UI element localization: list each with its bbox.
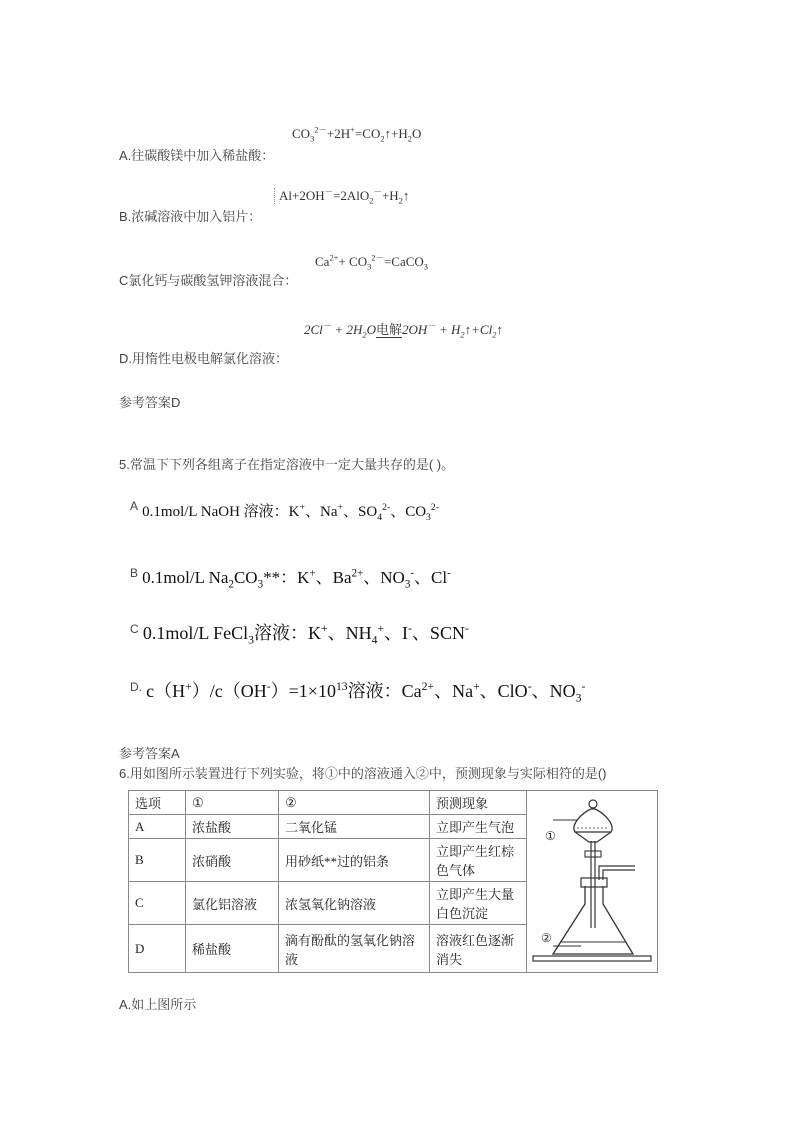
q5-option-b: B 0.1mol/L $Na_2CO_3**$：K+、$Ba^{2+}$、$NO_3^-$、Cl- [130, 566, 451, 591]
q4-answer: 参考答案D [119, 395, 181, 410]
figure-label-1: ① [545, 829, 556, 843]
header-option: 选项 [129, 791, 186, 815]
header-reagent-1: ① [186, 791, 279, 815]
cell-prediction: 立即产生气泡 [430, 815, 527, 839]
apparatus-cell [527, 791, 658, 973]
cell-prediction: 立即产生大量白色沉淀 [430, 882, 527, 925]
q5-option-a: A 0.1mol/L NaOH 溶液：K+、Na+、$SO_4^{2-}$、$CO_3^{2-}$ [130, 499, 440, 523]
cell-reagent-1: 氯化铝溶液 [186, 882, 279, 925]
q6-stem: 6.用如图所示装置进行下列实验，将①中的溶液通入②中，预测现象与实际相符的是() [119, 766, 607, 781]
cell-reagent-2: 滴有酚酞的氢氧化钠溶液 [279, 925, 430, 973]
header-reagent-2: ② [279, 791, 430, 815]
q5-option-c: C 0.1mol/L FeCl$_3$溶液：K+、$NH_4^+$、I-、SCN- [130, 622, 469, 647]
cell-reagent-2: 浓氢氧化钠溶液 [279, 882, 430, 925]
q4-b-formula: $Al+2OH^-=2AlO_2^-+H_2↑$ [274, 188, 409, 204]
cell-option: C [129, 882, 186, 925]
q5-option-d: D. $c(H^+)/c(OH^-)=1\times 10^{13}$溶液：$Ca^{2+}$、Na+、ClO-、$NO_3^-$ [130, 680, 586, 705]
q5-stem: 5.常温下下列各组离子在指定溶液中一定大量共存的是( )。 [119, 457, 455, 472]
q4-d-formula: $2Cl^- + 2H_2O$电解$2OH^- + H_2↑+Cl_2↑$ [304, 320, 503, 340]
q4-a-formula: $CO_3^{2-}+2H^+=CO_2↑+H_2O$ [292, 124, 422, 144]
figure-label-2: ② [541, 931, 552, 945]
cell-reagent-1: 浓硝酸 [186, 839, 279, 882]
cell-prediction: 溶液红色逐渐消失 [430, 925, 527, 973]
cell-option: A [129, 815, 186, 839]
q4-c-formula: $Ca^{2+}+$ $CO_3^{2-}=CaCO_3$ [315, 252, 429, 272]
q4-option-a: A.往碳酸镁中加入稀盐酸： [119, 148, 275, 163]
q4-option-d: D.用惰性电极电解氯化溶液： [119, 351, 289, 366]
header-prediction: 预测现象 [430, 791, 527, 815]
cell-reagent-2: 用砂纸**过的铝条 [279, 839, 430, 882]
q6-table [128, 790, 658, 973]
q6-option-a: A.如上图所示 [119, 997, 197, 1012]
cell-reagent-1: 稀盐酸 [186, 925, 279, 973]
cell-option: B [129, 839, 186, 882]
cell-option: D [129, 925, 186, 973]
q5-answer: 参考答案A [119, 746, 180, 761]
table-header-row [129, 791, 658, 815]
cell-reagent-1: 浓盐酸 [186, 815, 279, 839]
q4-option-b: B.浓碱溶液中加入铝片： [119, 209, 262, 224]
q4-option-c: C氯化钙与碳酸氢钾溶液混合： [119, 273, 298, 288]
cell-prediction: 立即产生红棕色气体 [430, 839, 527, 882]
cell-reagent-2: 二氧化锰 [279, 815, 430, 839]
